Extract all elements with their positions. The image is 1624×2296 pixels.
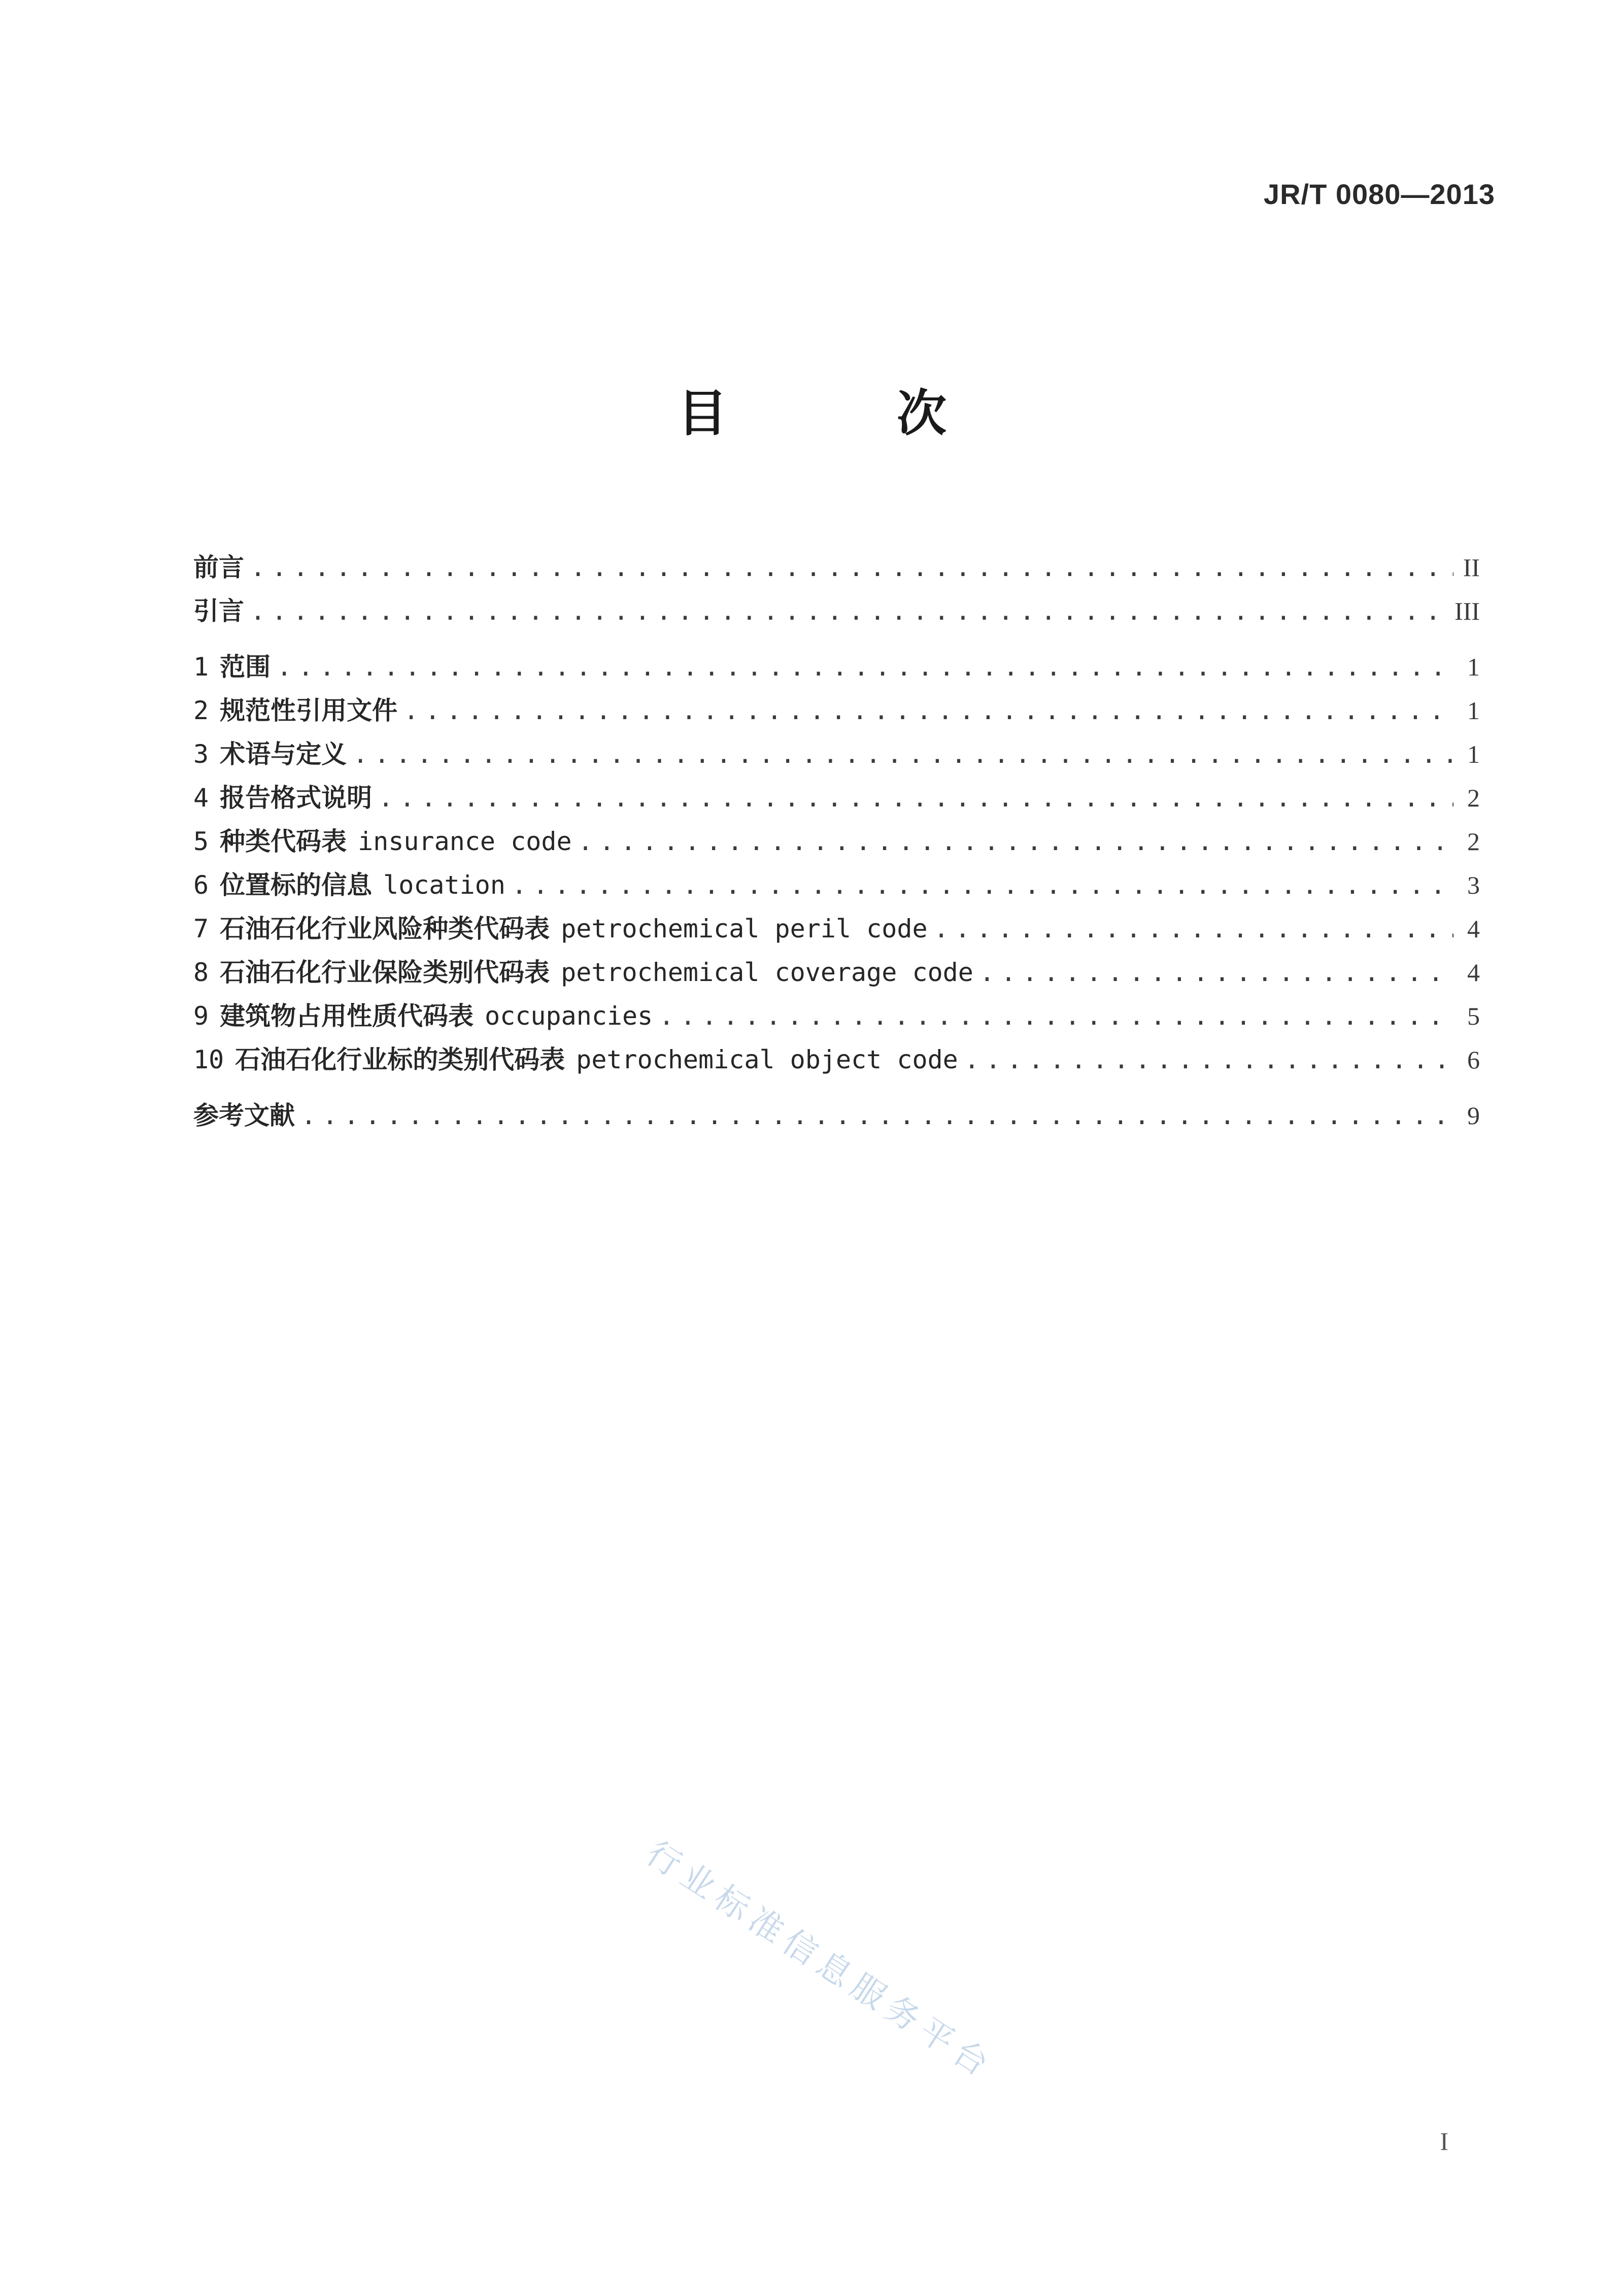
- dot-leader: [979, 951, 1453, 994]
- toc-page-number: 4: [1467, 915, 1480, 943]
- toc-entry-title: 参考文献: [193, 1101, 295, 1130]
- toc-entry-title: 引言: [193, 596, 244, 626]
- toc-entry-number: 2: [193, 696, 209, 725]
- toc-entry-number: 10: [193, 1045, 224, 1074]
- toc-entry-2[interactable]: [193, 689, 1480, 732]
- toc-entry-1[interactable]: [193, 645, 1480, 689]
- toc-entry-english-title: location: [383, 870, 505, 900]
- toc-page-number: 5: [1467, 1002, 1480, 1030]
- toc-entry-english-title: petrochemical object code: [576, 1045, 958, 1074]
- toc-page-number: 9: [1467, 1101, 1480, 1130]
- toc-entry-title: 种类代码表: [220, 827, 347, 856]
- dot-leader: [659, 994, 1453, 1038]
- toc-entry-english-title: petrochemical coverage code: [561, 958, 973, 987]
- dot-leader: [578, 820, 1453, 863]
- toc-page-number: 1: [1467, 653, 1480, 681]
- document-code: JR/T 0080—2013: [1263, 178, 1495, 210]
- toc-entry-number: 3: [193, 739, 209, 769]
- toc-entry-english-title: petrochemical peril code: [561, 914, 928, 943]
- toc-entry-9[interactable]: [193, 994, 1480, 1038]
- toc-entry-3[interactable]: [193, 732, 1480, 776]
- toc-entry-4[interactable]: [193, 776, 1480, 820]
- toc-entry-number: 7: [193, 914, 209, 943]
- toc-entry-title: 石油石化行业风险种类代码表: [220, 914, 550, 943]
- toc-entry-number: 4: [193, 783, 209, 813]
- dot-leader: [512, 863, 1453, 907]
- dot-leader: [964, 1038, 1453, 1082]
- toc-entry-title: 建筑物占用性质代码表: [220, 1001, 474, 1031]
- toc-entry-foreword[interactable]: [193, 546, 1480, 589]
- toc-page-number: III: [1454, 597, 1480, 625]
- dot-leader: [353, 732, 1453, 776]
- toc-entry-6[interactable]: [193, 863, 1480, 907]
- page-number: I: [1440, 2127, 1448, 2155]
- dot-leader: [403, 689, 1453, 732]
- dot-leader: [301, 1094, 1453, 1137]
- toc-page-number: 2: [1467, 784, 1480, 812]
- toc-page-number: 3: [1467, 871, 1480, 899]
- toc-entry-number: 8: [193, 958, 209, 987]
- toc-page-number: II: [1463, 553, 1480, 582]
- toc-entry-8[interactable]: [193, 951, 1480, 994]
- dot-leader: [934, 907, 1453, 951]
- toc-page-number: 6: [1467, 1045, 1480, 1074]
- table-of-contents: [193, 546, 1480, 1137]
- toc-entry-title: 位置标的信息: [220, 870, 373, 900]
- toc-page-number: 1: [1467, 740, 1480, 768]
- toc-page-number: 2: [1467, 827, 1480, 856]
- toc-entry-title: 石油石化行业标的类别代码表: [235, 1045, 565, 1074]
- toc-entry-title: 范围: [220, 652, 271, 682]
- toc-page-number: 1: [1467, 696, 1480, 725]
- dot-leader: [250, 546, 1453, 589]
- dot-leader: [250, 589, 1448, 633]
- toc-entry-title: 规范性引用文件: [220, 696, 398, 725]
- toc-entry-english-title: insurance code: [358, 827, 572, 856]
- toc-page-number: 4: [1467, 958, 1480, 987]
- toc-entry-title: 前言: [193, 553, 244, 582]
- toc-entry-title: 报告格式说明: [220, 783, 373, 813]
- toc-entry-english-title: occupancies: [485, 1001, 653, 1031]
- dot-leader: [378, 776, 1453, 820]
- toc-entry-7[interactable]: [193, 907, 1480, 951]
- toc-entry-introduction[interactable]: [193, 589, 1480, 633]
- toc-entry-10[interactable]: [193, 1038, 1480, 1082]
- dot-leader: [277, 645, 1453, 689]
- toc-entry-number: 1: [193, 652, 209, 682]
- toc-entry-title: 石油石化行业保险类别代码表: [220, 958, 550, 987]
- watermark: 行业标准信息服务平台: [639, 1833, 1001, 2087]
- toc-entry-number: 9: [193, 1001, 209, 1031]
- toc-title: 目 次: [677, 384, 1023, 443]
- toc-entry-bibliography[interactable]: [193, 1094, 1480, 1137]
- toc-entry-5[interactable]: [193, 820, 1480, 863]
- toc-entry-number: 5: [193, 827, 209, 856]
- toc-entry-number: 6: [193, 870, 209, 900]
- toc-entry-title: 术语与定义: [220, 739, 347, 769]
